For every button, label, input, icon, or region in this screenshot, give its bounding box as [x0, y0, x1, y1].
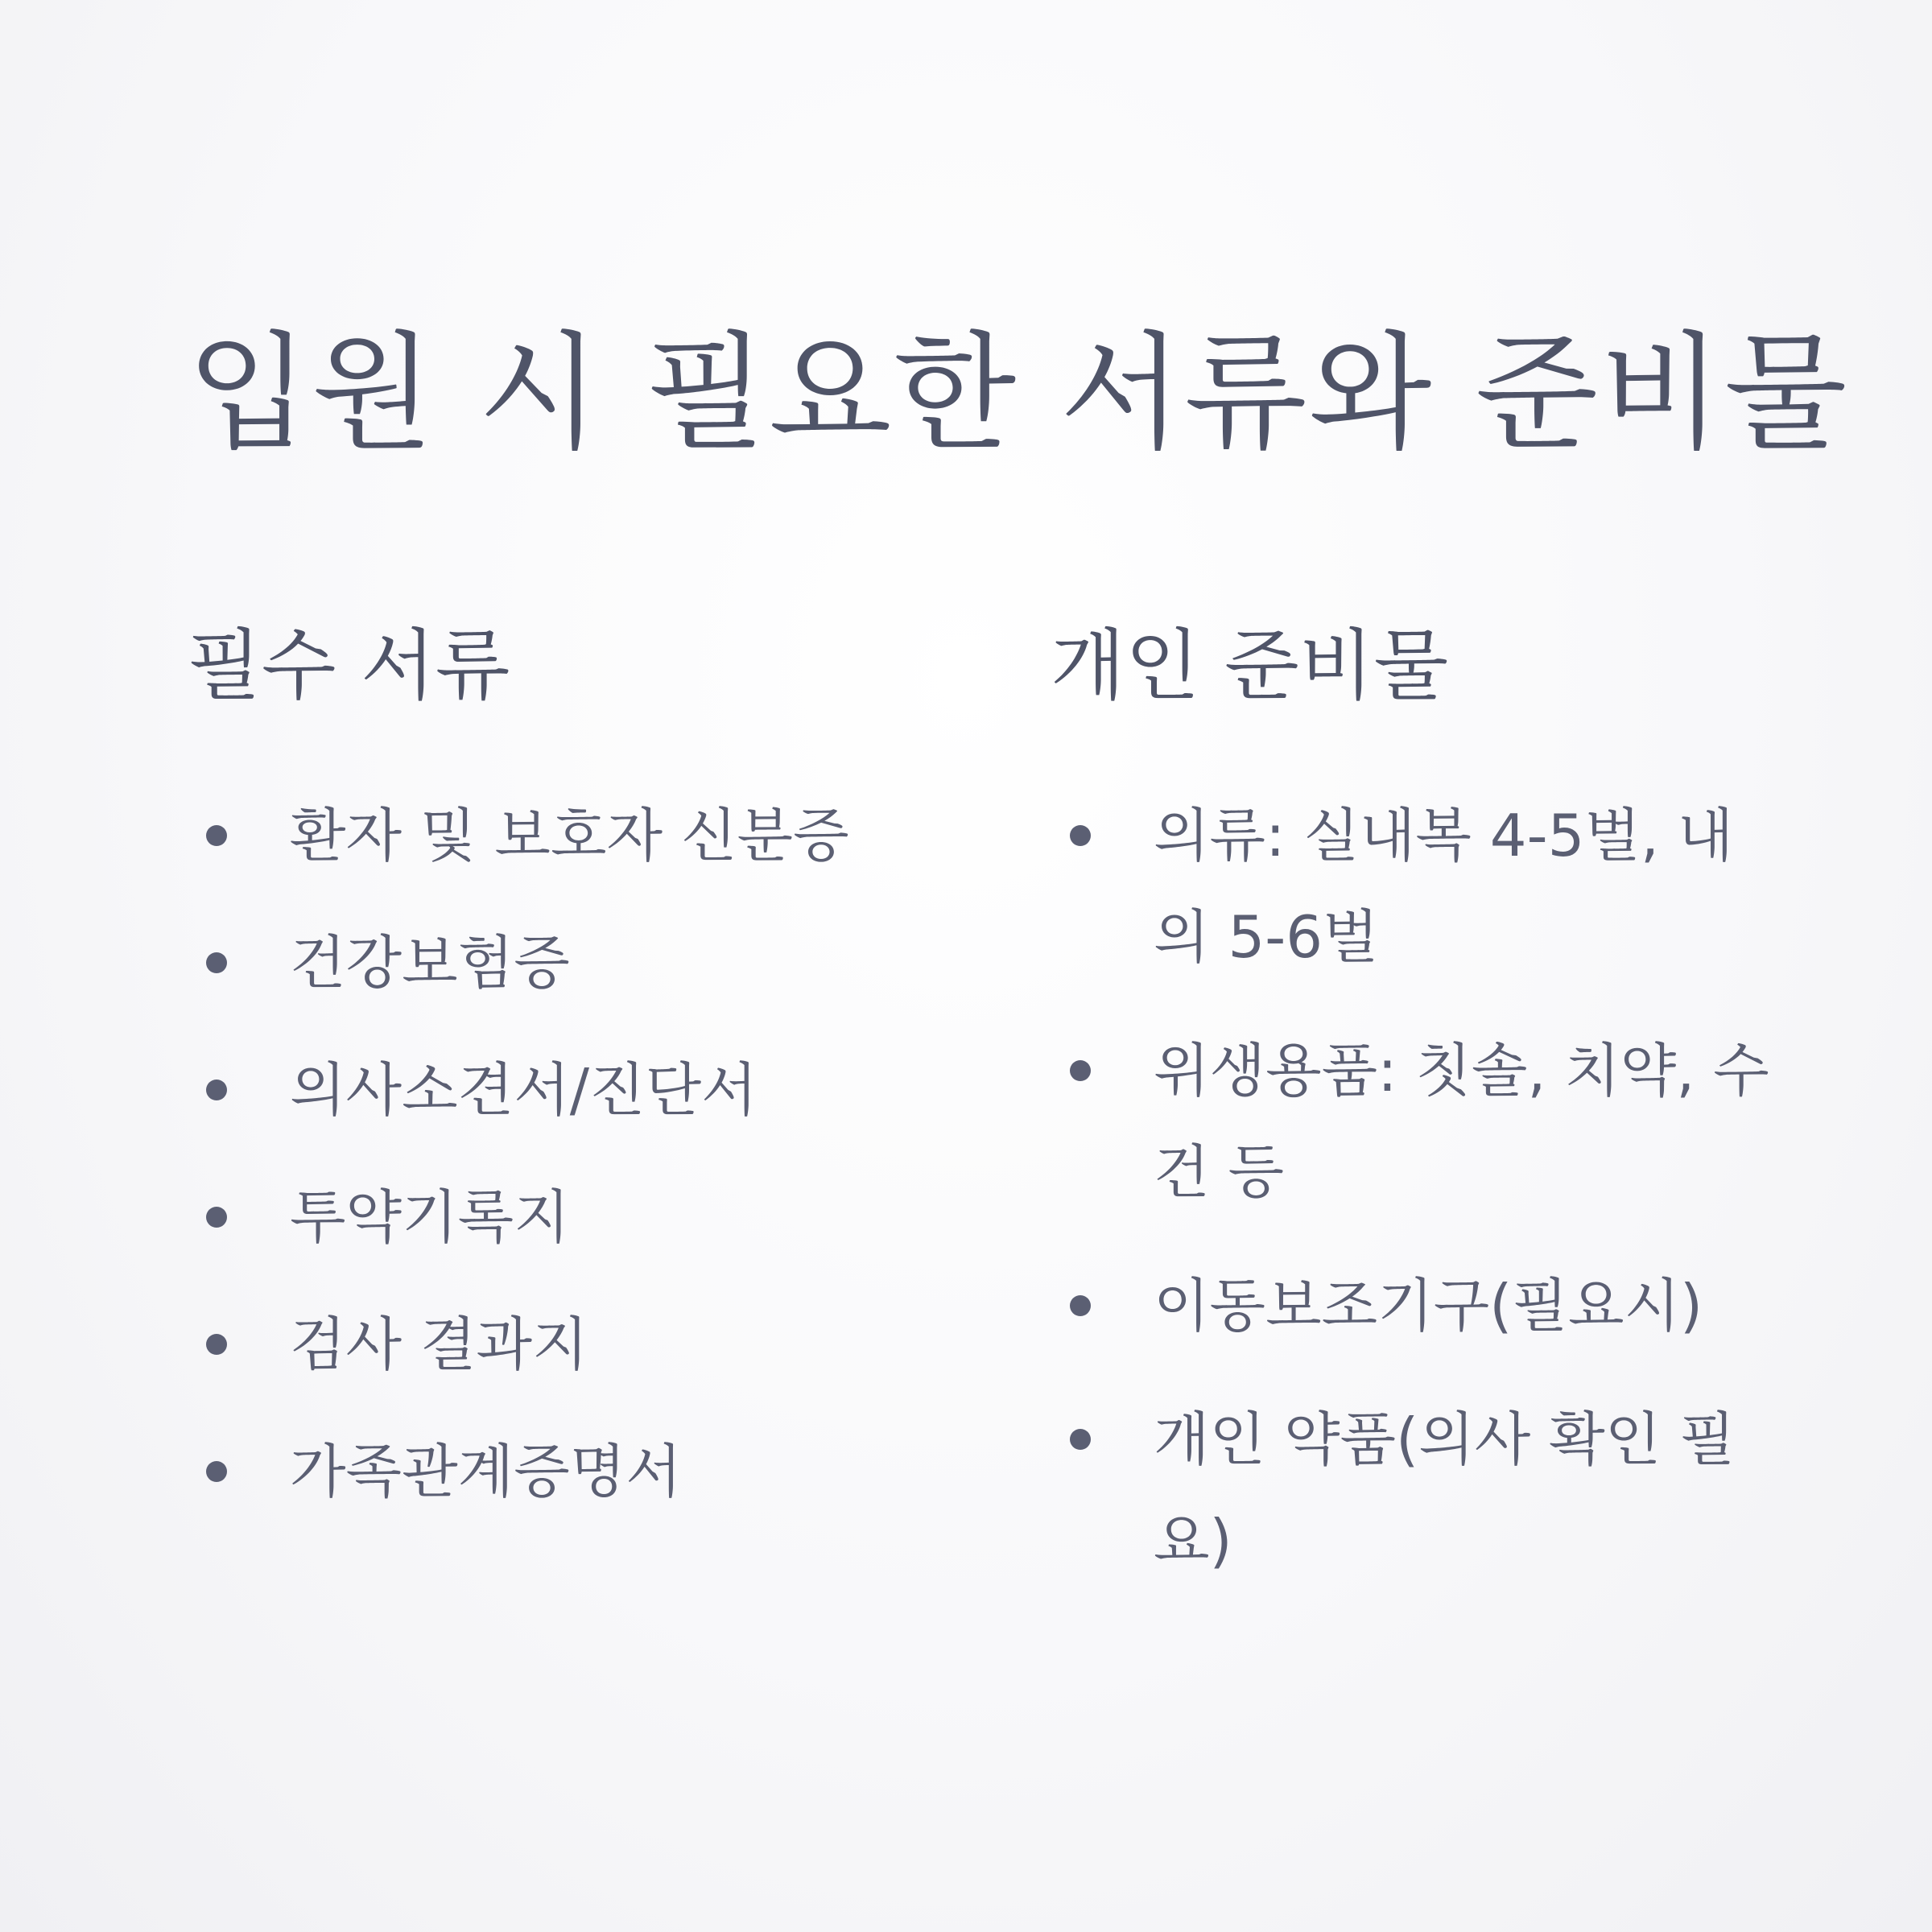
bullet-icon — [1070, 1429, 1091, 1450]
bullet-icon — [206, 1080, 227, 1100]
list-item-text: 의사소견서/진단서 — [290, 1056, 758, 1125]
list-item — [1051, 1020, 1775, 1223]
list-item-text: 환자 및 보호자 신분증 — [290, 802, 849, 870]
list-item-text: 검사 결과지 — [290, 1311, 588, 1379]
list-item-text: 개인 약품(의사 확인 필요) — [1154, 1406, 1736, 1575]
bullet-icon — [206, 952, 227, 973]
required-documents-heading: 필수 서류 — [187, 621, 510, 711]
list-item — [187, 1294, 895, 1395]
list-item — [187, 1166, 895, 1268]
list-item-text: 가족관계증명서 — [290, 1438, 682, 1506]
list-item — [187, 1421, 895, 1522]
list-item — [1051, 1389, 1775, 1591]
personal-items-section — [1051, 620, 1775, 1624]
list-item-text: 이동보조기구(필요시) — [1154, 1272, 1703, 1340]
required-documents-list — [187, 785, 895, 1522]
bullet-icon — [1070, 825, 1091, 846]
page-title: 입원 시 필요한 서류와 준비물 — [187, 320, 1849, 468]
bullet-icon — [206, 1461, 227, 1482]
list-item-text: 의류: 실내복 4-5벌, 내의 5-6벌 — [1154, 802, 1734, 972]
list-item — [187, 785, 895, 886]
personal-items-heading: 개인 준비물 — [1051, 621, 1449, 711]
list-item — [1051, 785, 1775, 988]
list-item — [187, 912, 895, 1013]
bullet-icon — [206, 825, 227, 846]
bullet-icon — [206, 1334, 227, 1355]
list-item — [1051, 1255, 1775, 1356]
bullet-icon — [206, 1207, 227, 1228]
bullet-icon — [1070, 1295, 1091, 1316]
list-item-text: 건강보험증 — [290, 929, 570, 997]
required-documents-section — [187, 620, 895, 1548]
bullet-icon — [1070, 1060, 1091, 1081]
list-item-text: 투약기록지 — [290, 1183, 570, 1252]
personal-items-list — [1051, 785, 1775, 1591]
list-item — [187, 1039, 895, 1141]
list-item-text: 위생용품: 칫솔, 치약, 수건 등 — [1154, 1037, 1769, 1207]
